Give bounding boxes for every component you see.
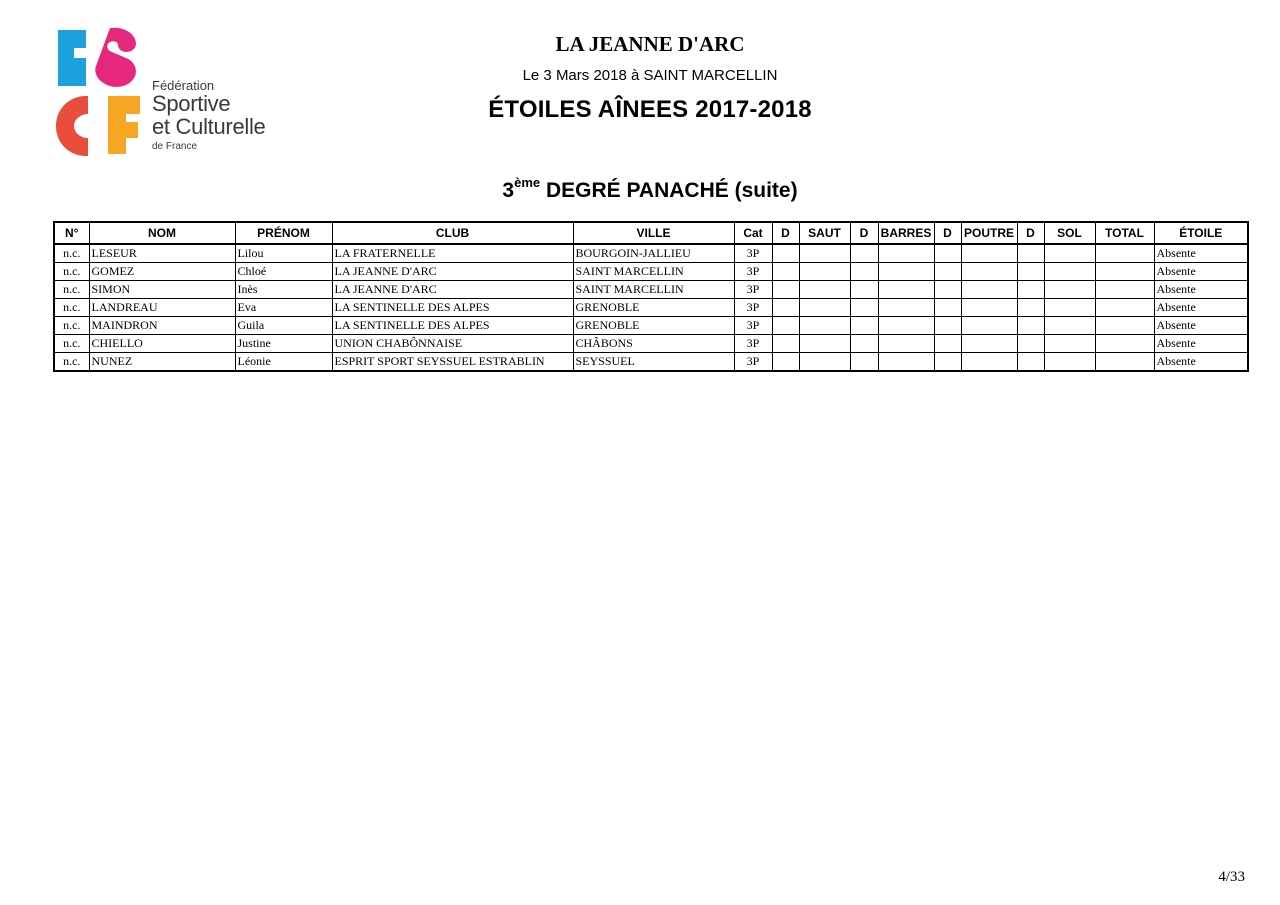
cell-saut — [799, 281, 850, 299]
cell-barres — [878, 317, 934, 335]
cell-etoile: Absente — [1154, 335, 1248, 353]
cell-poutre — [961, 263, 1017, 281]
cell-d-barres — [850, 281, 878, 299]
table-row — [54, 299, 1248, 317]
cell-prenom: Guila — [235, 317, 332, 335]
cell-total — [1095, 244, 1154, 263]
cell-poutre — [961, 281, 1017, 299]
cell-sol — [1044, 335, 1095, 353]
cell-ville: SAINT MARCELLIN — [573, 263, 734, 281]
cell-barres — [878, 335, 934, 353]
cell-total — [1095, 353, 1154, 372]
cell-nom: GOMEZ — [89, 263, 235, 281]
cell-barres — [878, 299, 934, 317]
cell-etoile: Absente — [1154, 263, 1248, 281]
cell-barres — [878, 353, 934, 372]
cell-etoile: Absente — [1154, 353, 1248, 372]
cell-d-poutre — [934, 281, 961, 299]
col-header-ville: VILLE — [573, 222, 734, 244]
cell-cat: 3P — [734, 244, 772, 263]
cell-d-poutre — [934, 353, 961, 372]
section-superscript: ème — [514, 175, 541, 190]
event-date-location: Le 3 Mars 2018 à SAINT MARCELLIN — [522, 67, 778, 84]
table-row — [54, 244, 1248, 263]
cell-d-saut — [772, 244, 799, 263]
cell-total — [1095, 299, 1154, 317]
cell-d-saut — [772, 299, 799, 317]
cell-etoile: Absente — [1154, 244, 1248, 263]
table-header-row — [54, 222, 1248, 244]
cell-etoile: Absente — [1154, 317, 1248, 335]
cell-ville: BOURGOIN-JALLIEU — [573, 244, 734, 263]
cell-num: n.c. — [54, 263, 89, 281]
col-header-poutre: POUTRE — [961, 222, 1017, 244]
col-header-cat: Cat — [734, 222, 772, 244]
cell-d-poutre — [934, 335, 961, 353]
cell-num: n.c. — [54, 244, 89, 263]
cell-prenom: Inès — [235, 281, 332, 299]
cell-prenom: Eva — [235, 299, 332, 317]
cell-prenom: Lilou — [235, 244, 332, 263]
cell-num: n.c. — [54, 281, 89, 299]
cell-total — [1095, 263, 1154, 281]
cell-club: LA SENTINELLE DES ALPES — [332, 299, 573, 317]
cell-prenom: Justine — [235, 335, 332, 353]
cell-etoile: Absente — [1154, 299, 1248, 317]
cell-sol — [1044, 299, 1095, 317]
cell-d-barres — [850, 244, 878, 263]
cell-ville: GRENOBLE — [573, 299, 734, 317]
cell-num: n.c. — [54, 353, 89, 372]
cell-nom: CHIELLO — [89, 335, 235, 353]
cell-d-saut — [772, 281, 799, 299]
cell-ville: GRENOBLE — [573, 317, 734, 335]
cell-d-sol — [1017, 299, 1044, 317]
cell-nom: LANDREAU — [89, 299, 235, 317]
cell-saut — [799, 317, 850, 335]
cell-prenom: Chloé — [235, 263, 332, 281]
cell-d-poutre — [934, 244, 961, 263]
cell-nom: SIMON — [89, 281, 235, 299]
cell-nom: NUNEZ — [89, 353, 235, 372]
event-name: ÉTOILES AÎNEES 2017-2018 — [488, 96, 812, 123]
cell-saut — [799, 299, 850, 317]
table-row — [54, 353, 1248, 372]
table-row — [54, 281, 1248, 299]
cell-total — [1095, 281, 1154, 299]
col-header-num: N° — [54, 222, 89, 244]
cell-poutre — [961, 299, 1017, 317]
cell-etoile: Absente — [1154, 281, 1248, 299]
cell-saut — [799, 244, 850, 263]
col-header-d-poutre: D — [934, 222, 961, 244]
section-title — [0, 175, 1280, 203]
cell-cat: 3P — [734, 299, 772, 317]
col-header-d-barres: D — [850, 222, 878, 244]
cell-prenom: Léonie — [235, 353, 332, 372]
cell-saut — [799, 335, 850, 353]
logo-text-federation: Fédération — [152, 78, 215, 93]
logo-text-de-france: de France — [152, 141, 198, 152]
cell-sol — [1044, 263, 1095, 281]
cell-d-barres — [850, 317, 878, 335]
page-number: 4/33 — [1218, 869, 1245, 885]
col-header-sol: SOL — [1044, 222, 1095, 244]
cell-cat: 3P — [734, 263, 772, 281]
table-row — [54, 263, 1248, 281]
cell-sol — [1044, 353, 1095, 372]
cell-d-saut — [772, 263, 799, 281]
cell-d-poutre — [934, 317, 961, 335]
cell-total — [1095, 335, 1154, 353]
cell-poutre — [961, 335, 1017, 353]
cell-club: LA SENTINELLE DES ALPES — [332, 317, 573, 335]
cell-d-sol — [1017, 281, 1044, 299]
cell-club: LA JEANNE D'ARC — [332, 263, 573, 281]
cell-saut — [799, 353, 850, 372]
col-header-d-saut: D — [772, 222, 799, 244]
cell-nom: MAINDRON — [89, 317, 235, 335]
page-title: LA JEANNE D'ARC — [555, 32, 745, 56]
cell-barres — [878, 244, 934, 263]
cell-club: UNION CHABÔNNAISE — [332, 335, 573, 353]
col-header-d-sol: D — [1017, 222, 1044, 244]
cell-d-poutre — [934, 263, 961, 281]
logo-text-culturelle: et Culturelle — [152, 114, 266, 139]
cell-club: LA JEANNE D'ARC — [332, 281, 573, 299]
cell-cat: 3P — [734, 281, 772, 299]
col-header-saut: SAUT — [799, 222, 850, 244]
cell-ville: SEYSSUEL — [573, 353, 734, 372]
cell-num: n.c. — [54, 335, 89, 353]
col-header-etoile: ÉTOILE — [1154, 222, 1248, 244]
cell-d-sol — [1017, 353, 1044, 372]
cell-d-sol — [1017, 335, 1044, 353]
cell-cat: 3P — [734, 353, 772, 372]
cell-saut — [799, 263, 850, 281]
cell-barres — [878, 281, 934, 299]
cell-poutre — [961, 317, 1017, 335]
cell-nom: LESEUR — [89, 244, 235, 263]
cell-d-saut — [772, 317, 799, 335]
cell-club: LA FRATERNELLE — [332, 244, 573, 263]
cell-poutre — [961, 244, 1017, 263]
cell-d-barres — [850, 299, 878, 317]
col-header-nom: NOM — [89, 222, 235, 244]
results-table-body — [54, 244, 1248, 371]
cell-club: ESPRIT SPORT SEYSSUEL ESTRABLIN — [332, 353, 573, 372]
cell-d-poutre — [934, 299, 961, 317]
col-header-prenom: PRÉNOM — [235, 222, 332, 244]
cell-sol — [1044, 317, 1095, 335]
cell-d-barres — [850, 335, 878, 353]
cell-cat: 3P — [734, 317, 772, 335]
logo-text-sportive: Sportive — [152, 91, 231, 116]
results-table — [53, 221, 1249, 372]
cell-sol — [1044, 244, 1095, 263]
cell-cat: 3P — [734, 335, 772, 353]
cell-d-barres — [850, 263, 878, 281]
col-header-club: CLUB — [332, 222, 573, 244]
cell-d-sol — [1017, 317, 1044, 335]
cell-d-saut — [772, 353, 799, 372]
cell-barres — [878, 263, 934, 281]
table-row — [54, 335, 1248, 353]
cell-poutre — [961, 353, 1017, 372]
cell-d-barres — [850, 353, 878, 372]
cell-total — [1095, 317, 1154, 335]
cell-ville: CHÂBONS — [573, 335, 734, 353]
cell-d-saut — [772, 335, 799, 353]
table-row — [54, 317, 1248, 335]
col-header-barres: BARRES — [878, 222, 934, 244]
section-label: DEGRÉ PANACHÉ (suite) — [540, 179, 798, 202]
cell-num: n.c. — [54, 299, 89, 317]
cell-ville: SAINT MARCELLIN — [573, 281, 734, 299]
cell-d-sol — [1017, 244, 1044, 263]
cell-sol — [1044, 281, 1095, 299]
col-header-total: TOTAL — [1095, 222, 1154, 244]
cell-d-sol — [1017, 263, 1044, 281]
section-number: 3 — [502, 179, 515, 202]
cell-num: n.c. — [54, 317, 89, 335]
